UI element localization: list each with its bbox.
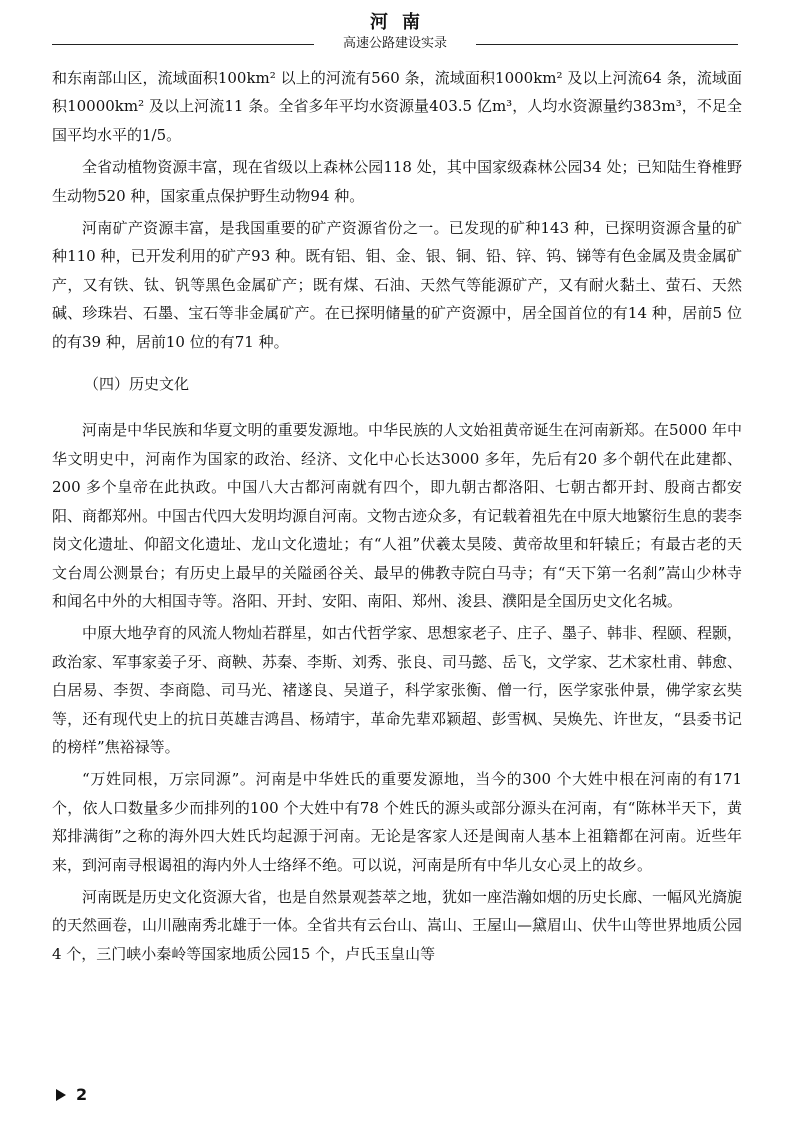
page-number: 2 bbox=[76, 1085, 88, 1104]
header-rule-right bbox=[476, 44, 738, 45]
running-header-subtitle: 高速公路建设实录 bbox=[342, 36, 447, 51]
paragraph: 全省动植物资源丰富，现在省级以上森林公园118 处，其中国家级森林公园34 处；已知陆生脊椎野生动物520 种，国家重点保护野生动物94 种。 bbox=[52, 158, 742, 205]
body-text bbox=[52, 64, 742, 972]
paragraph: “万姓同根，万宗同源”。河南是中华姓氏的重要发源地，当今的300 个大姓中根在河南的有171 个，依人口数量多少而排列的100 个大姓中有78 个姓氏的源头或部分源头在河南，有“陈林半天下，黄郑排满街”之称的海外四大姓氏均起源于河南。无论是客家人还是闽南人基本上祖籍都在河南。近些年来，到河南寻根谒祖的海内外人士络绎不绝。可以说，河南是所有中华儿女心灵上的故乡。 bbox=[52, 770, 742, 874]
header-rule-left bbox=[52, 44, 314, 45]
paragraph: 河南既是历史文化资源大省，也是自然景观荟萃之地，犹如一座浩瀚如烟的历史长廊、一幅风光旖旎的天然画卷，山川融南秀北雄于一体。全省共有云台山、嵩山、王屋山—黛眉山、伏牛山等世界地质公园4 个，三门峡小秦岭等国家地质公园15 个，卢氏玉皇山等 bbox=[52, 887, 743, 963]
paragraph: 河南矿产资源丰富，是我国重要的矿产资源省份之一。已发现的矿种143 种，已探明资源含量的矿种110 种，已开发利用的矿产93 种。既有铝、钼、金、银、铜、铅、锌、钨、锑等有色金属及贵金属矿产，又有铁、钛、钒等黑色金属矿产；既有煤、石油、天然气等能源矿产，又有耐火黏土、萤石、天然碱、珍珠岩、石墨、宝石等非金属矿产。在已探明储量的矿产资源中，居全国首位的有14 种，居前5 位的有39 种，居前10 位的有71 种。 bbox=[52, 219, 742, 351]
page-footer bbox=[56, 1085, 87, 1104]
running-header-bar bbox=[52, 35, 738, 53]
paragraph-continued: 和东南部山区，流域面积100km² 以上的河流有560 条，流域面积1000km² 及以上河流64 条，流域面积10000km² 及以上河流11 条。全省多年平均水资源量403.5 亿m³，人均水资源量约383m³，不足全国平均水平的1/5。 bbox=[52, 69, 742, 144]
running-header-title: 河南 bbox=[370, 12, 434, 33]
paragraph: 中原大地孕育的风流人物灿若群星，如古代哲学家、思想家老子、庄子、墨子、韩非、程颐、程颢，政治家、军事家姜子牙、商鞅、苏秦、李斯、刘秀、张良、司马懿、岳飞，文学家、艺术家杜甫、韩愈、白居易、李贺、李商隐、司马光、褚遂良、吴道子，科学家张衡、僧一行，医学家张仲景，佛学家玄奘等，还有现代史上的抗日英雄吉鸿昌、杨靖宇，革命先辈邓颖超、彭雪枫、吴焕先、许世友，“县委书记的榜样”焦裕禄等。 bbox=[52, 624, 743, 756]
triangle-marker-icon bbox=[56, 1089, 66, 1101]
paragraph: 河南是中华民族和华夏文明的重要发源地。中华民族的人文始祖黄帝诞生在河南新郑。在5000 年中华文明史中，河南作为国家的政治、经济、文化中心长达3000 多年，先后有20 多个朝代在此建都、200 多个皇帝在此执政。中国八大古都河南就有四个，即九朝古都洛阳、七朝古都开封、殷商古都安阳、商都郑州。中国古代四大发明均源自河南。文物古迹众多，有记载着祖先在中原大地繁衍生息的裴李岗文化遗址、仰韶文化遗址、龙山文化遗址；有“人祖”伏羲太昊陵、黄帝故里和轩辕丘；有最古老的天文台周公测景台；有历史上最早的关隘函谷关、最早的佛教寺院白马寺；有“天下第一名刹”嵩山少林寺和闻名中外的大相国寺等。洛阳、开封、安阳、南阳、郑州、浚县、濮阳是全国历史文化名城。 bbox=[52, 421, 743, 610]
section-heading: （四）历史文化 bbox=[84, 375, 190, 394]
